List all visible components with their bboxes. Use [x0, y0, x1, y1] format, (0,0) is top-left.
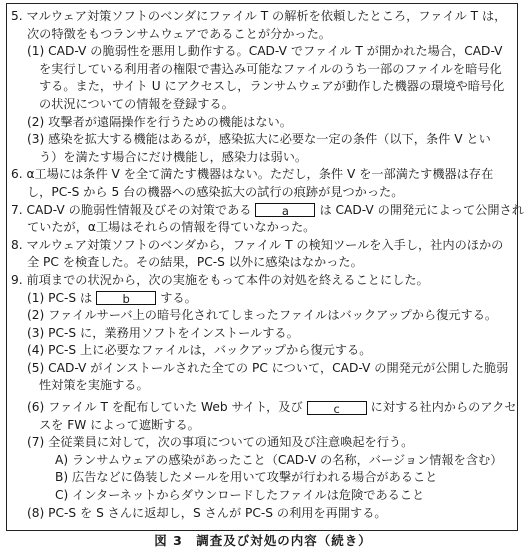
figure-caption: 図 3 調査及び対処の内容（続き） — [154, 533, 372, 548]
blank-box-c: c — [307, 401, 367, 415]
item-6-line-2: し，PC-S から 5 台の機器への感染拡大の試行の痕跡が見つかった。 — [27, 184, 404, 199]
item-9-7-line-1: (7) 全従業員に対して，次の事項についての通知及び注意喚起を行う。 — [27, 435, 414, 450]
item-5-1-line-4: の状況についての情報を登録する。 — [39, 96, 234, 111]
item-9-5-line-2: 性対策を実施する。 — [39, 378, 149, 393]
item-9-4: (4) PC-S 上に必要なファイルは，バックアップから復元する。 — [27, 343, 372, 358]
item-9-3: (3) PC-S に，業務用ソフトをインストールする。 — [27, 325, 299, 340]
document-body — [11, 8, 524, 522]
item-7-line-2: ていたが，α工場はそれらの情報を得ていなかった。 — [27, 220, 316, 235]
item-5-1-line-1: (1) CAD-V の脆弱性を悪用し動作する。CAD-V でファイル T が開かれた場合，CAD-V — [27, 44, 503, 59]
item-9-line-1: 9. 前項までの状況から，次の実施をもって本件の対処を終えることにした。 — [11, 272, 429, 287]
item-7-pre: 7. CAD-V の脆弱性情報及びその対策である — [11, 202, 252, 217]
item-5-3-line-2: う）を満たす場合にだけ機能し，感染力は弱い。 — [39, 149, 308, 164]
item-8-line-1: 8. マルウェア対策ソフトのベンダから，ファイル T の検知ツールを入手し，社内のほかの — [11, 237, 504, 252]
item-9-6-line-1 — [11, 399, 517, 417]
item-8-line-2: 全 PC を検査した。その結果，PC-S 以外に感染はなかった。 — [27, 255, 363, 270]
item-9-1-post: する。 — [160, 290, 197, 305]
item-5-line-2: 次の特徴をもつランサムウェアであることが分かった。 — [27, 26, 331, 41]
item-9-2: (2) ファイルサーバ上の暗号化されてしまったファイルはバックアップから復元する。 — [27, 308, 498, 323]
figure-frame — [6, 3, 524, 531]
item-5-1-line-3: する。また，サイト U にアクセスし，ランサムウェアが動作した機器の環境や暗号化 — [39, 79, 505, 94]
item-9-1-pre: (1) PC-S は — [27, 290, 93, 305]
item-9-6-line-2: スを FW によって遮断する。 — [39, 417, 200, 432]
blank-box-a: a — [255, 203, 315, 217]
item-7-line-1 — [11, 202, 524, 220]
blank-box-b: b — [96, 291, 156, 305]
item-9-8: (8) PC-S を S さんに返却し，S さんが PC-S の利用を再開する。 — [27, 505, 387, 520]
item-5-2: (2) 攻撃者が遠隔操作を行うための機能はない。 — [27, 114, 292, 129]
item-9-7-a: A) ランサムウェアの感染があったこと（CAD-V の名称，バージョン情報を含む） — [55, 452, 503, 467]
item-5-3-line-1: (3) 感染を拡大する機能はあるが，感染拡大に必要な一定の条件（以下，条件 V とい — [27, 132, 491, 147]
item-5-line-1: 5. マルウェア対策ソフトのベンダにファイル T の解析を依頼したところ，ファイル T は， — [11, 9, 507, 23]
item-9-5-line-1: (5) CAD-V がインストールされた全ての PC について，CAD-V の開発元が公開した脆弱 — [27, 360, 509, 375]
item-9-6-pre: (6) ファイル T を配布していた Web サイト，及び — [27, 400, 303, 415]
item-5-1-line-2: を実行している利用者の権限で書込み可能なファイルのうち一部のファイルを暗号化 — [39, 61, 502, 76]
item-9-7-b: B) 広告などに偽装したメールを用いて攻撃が行われる場合があること — [55, 470, 438, 485]
item-9-6-post: に対する社内からのアクセ — [370, 400, 517, 415]
item-9-1 — [11, 290, 511, 308]
item-6-line-1: 6. α工場には条件 V を全て満たす機器はない。ただし，条件 V を一部満たす機器は存在 — [11, 167, 494, 182]
item-9-7-c: C) インターネットからダウンロードしたファイルは危険であること — [55, 488, 425, 503]
item-7-post: は CAD-V の開発元によって公開され — [319, 202, 524, 217]
